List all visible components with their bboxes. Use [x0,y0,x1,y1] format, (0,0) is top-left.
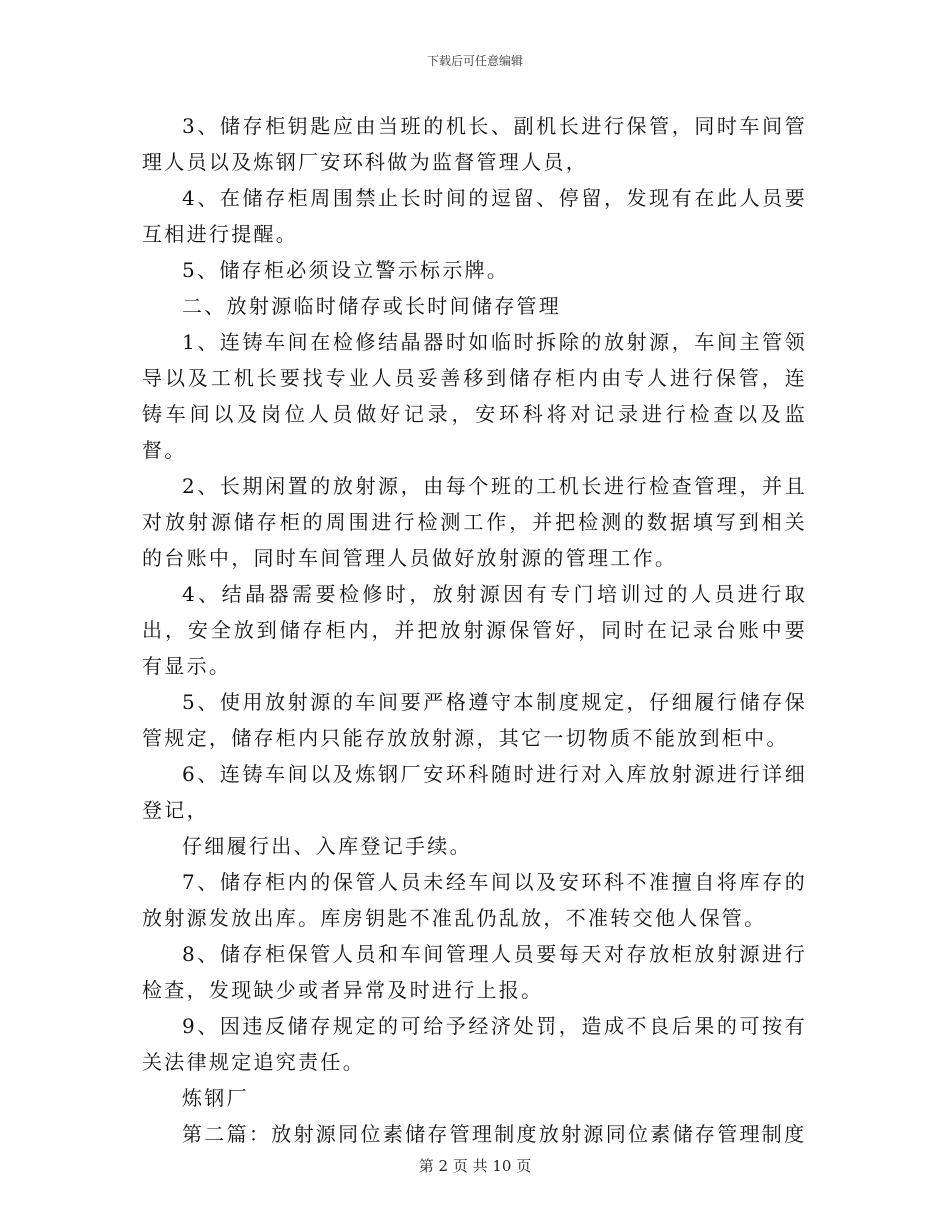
paragraph: 3、储存柜钥匙应由当班的机长、副机长进行保管，同时车间管理人员以及炼钢厂安环科做为监督管理人员， [142,114,807,174]
chapter-title: 第二篇：放射源同位素储存管理制度放射源同位素储存管理制度 [182,1122,807,1146]
paragraph: 仔细履行出、入库登记手续。 [182,834,472,858]
paragraph: 4、结晶器需要检修时，放射源因有专门培训过的人员进行取出，安全放到储存柜内，并把放射源保管好，同时在记录台账中要有显示。 [142,582,807,678]
paragraph: 7、储存柜内的保管人员未经车间以及安环科不准擅自将库存的放射源发放出库。库房钥匙不准乱仍乱放，不准转交他人保管。 [142,870,807,930]
paragraph: 2、长期闲置的放射源，由每个班的工机长进行检查管理，并且对放射源储存柜的周围进行检测工作，并把检测的数据填写到相关的台账中，同时车间管理人员做好放射源的管理工作。 [142,474,807,570]
paragraph: 1、连铸车间在检修结晶器时如临时拆除的放射源，车间主管领导以及工机长要找专业人员妥善移到储存柜内由专人进行保管，连铸车间以及岗位人员做好记录，安环科将对记录进行检查以及监督。 [142,330,807,462]
section-heading: 二、放射源临时储存或长时间储存管理 [182,294,562,318]
page-number: 第 2 页 共 10 页 [418,1157,532,1175]
paragraph: 5、储存柜必须设立警示标示牌。 [182,258,510,282]
paragraph: 4、在储存柜周围禁止长时间的逗留、停留，发现有在此人员要互相进行提醒。 [142,186,807,246]
paragraph: 6、连铸车间以及炼钢厂安环科随时进行对入库放射源进行详细登记， [142,762,807,822]
paragraph: 9、因违反储存规定的可给予经济处罚，造成不良后果的可按有关法律规定追究责任。 [142,1014,807,1074]
page-header: 下载后可任意编辑 [426,54,523,68]
paragraph: 5、使用放射源的车间要严格遵守本制度规定，仔细履行储存保管规定，储存柜内只能存放放射源，其它一切物质不能放到柜中。 [142,690,807,750]
paragraph: 8、储存柜保管人员和车间管理人员要每天对存放柜放射源进行检查，发现缺少或者异常及时进行上报。 [142,942,807,1002]
document-body [142,108,807,1152]
signature-line: 炼钢厂 [182,1086,249,1110]
